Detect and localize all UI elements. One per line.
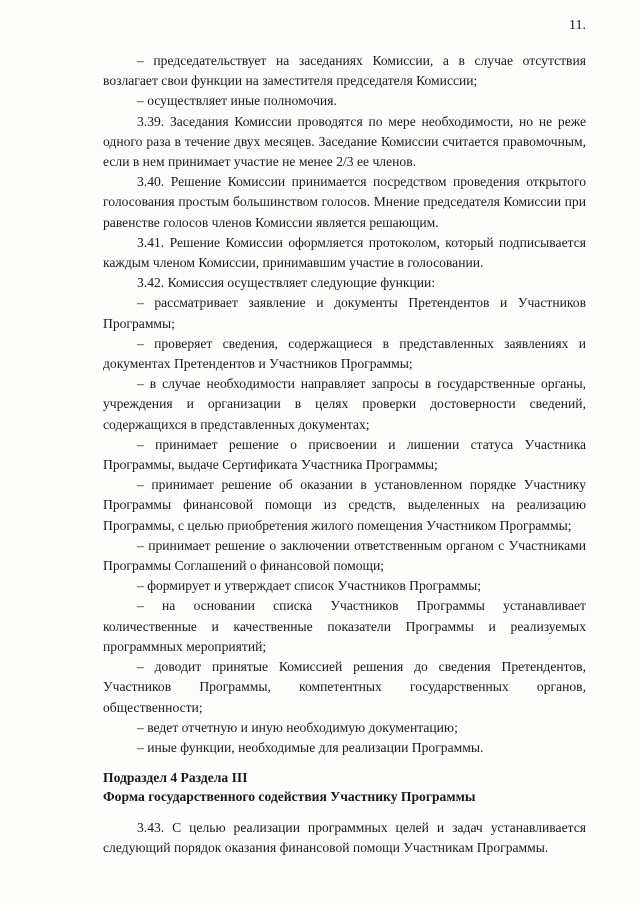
paragraph: – в случае необходимости направляет запросы в государственные органы, учреждения и организации в целях проверки достоверности сведений, содержащихся в представленных документах; [103,376,586,432]
paragraph: – доводит принятые Комиссией решения до сведения Претендентов, Участников Программы, компетентных государственных органов, общественности; [103,659,586,715]
paragraph: – принимает решение о заключении ответственным органом с Участниками Программы Соглашений о финансовой помощи; [103,537,586,574]
section-title: Подраздел 4 Раздела III [103,770,248,786]
section-heading [103,768,586,806]
paragraph: 3.41. Решение Комиссии оформляется протоколом, который подписывается каждым членом Комиссии, принимавшим участие в голосовании. [103,234,586,271]
paragraph: – ведет отчетную и иную необходимую документацию; [137,719,458,735]
paragraph: – принимает решение о присвоении и лишении статуса Участника Программы, выдаче Сертификата Участника Программы; [103,436,586,473]
paragraph: – осуществляет иные полномочия. [137,93,337,109]
paragraph: – рассматривает заявление и документы Претендентов и Участников Программы; [103,295,586,331]
section-subtitle: Форма государственного содействия Участнику Программы [103,789,476,805]
paragraph: – иные функции, необходимые для реализации Программы. [137,739,484,755]
paragraph: 3.40. Решение Комиссии принимается посредством проведения открытого голосования простым большинством голосов. Мнение председателя Комиссии при равенстве голосов членов Комиссии является решающим. [103,174,586,230]
paragraph: – председательствует на заседаниях Комиссии, а в случае отсутствия возлагает свои функции на заместителя председателя Комиссии; [103,53,586,89]
document-body [103,51,586,859]
paragraph: – на основании списка Участников Программы устанавливает количественные и качественные показатели Программы и реализуемых программных мероприятий; [103,598,586,654]
paragraph: 3.42. Комиссия осуществляет следующие функции: [137,275,436,291]
paragraph: – принимает решение об оказании в установленном порядке Участнику Программы финансовой помощи из средств, выделенных на реализацию Программы, с целью приобретения жилого помещения Участником Программы; [103,477,586,533]
page-number: 11. [569,18,586,33]
paragraph: 3.43. С целью реализации программных целей и задач устанавливается следующий порядок оказания финансовой помощи Участникам Программы. [103,820,586,856]
paragraph: 3.39. Заседания Комиссии проводятся по мере необходимости, но не реже одного раза в течение двух месяцев. Заседание Комиссии считается правомочным, если в нем принимает участие не менее 2/3 ее членов. [103,113,586,170]
paragraph: – формирует и утверждает список Участников Программы; [137,578,482,594]
paragraph: – проверяет сведения, содержащиеся в представленных заявлениях и документах Претендентов и Участников Программы; [103,335,586,372]
